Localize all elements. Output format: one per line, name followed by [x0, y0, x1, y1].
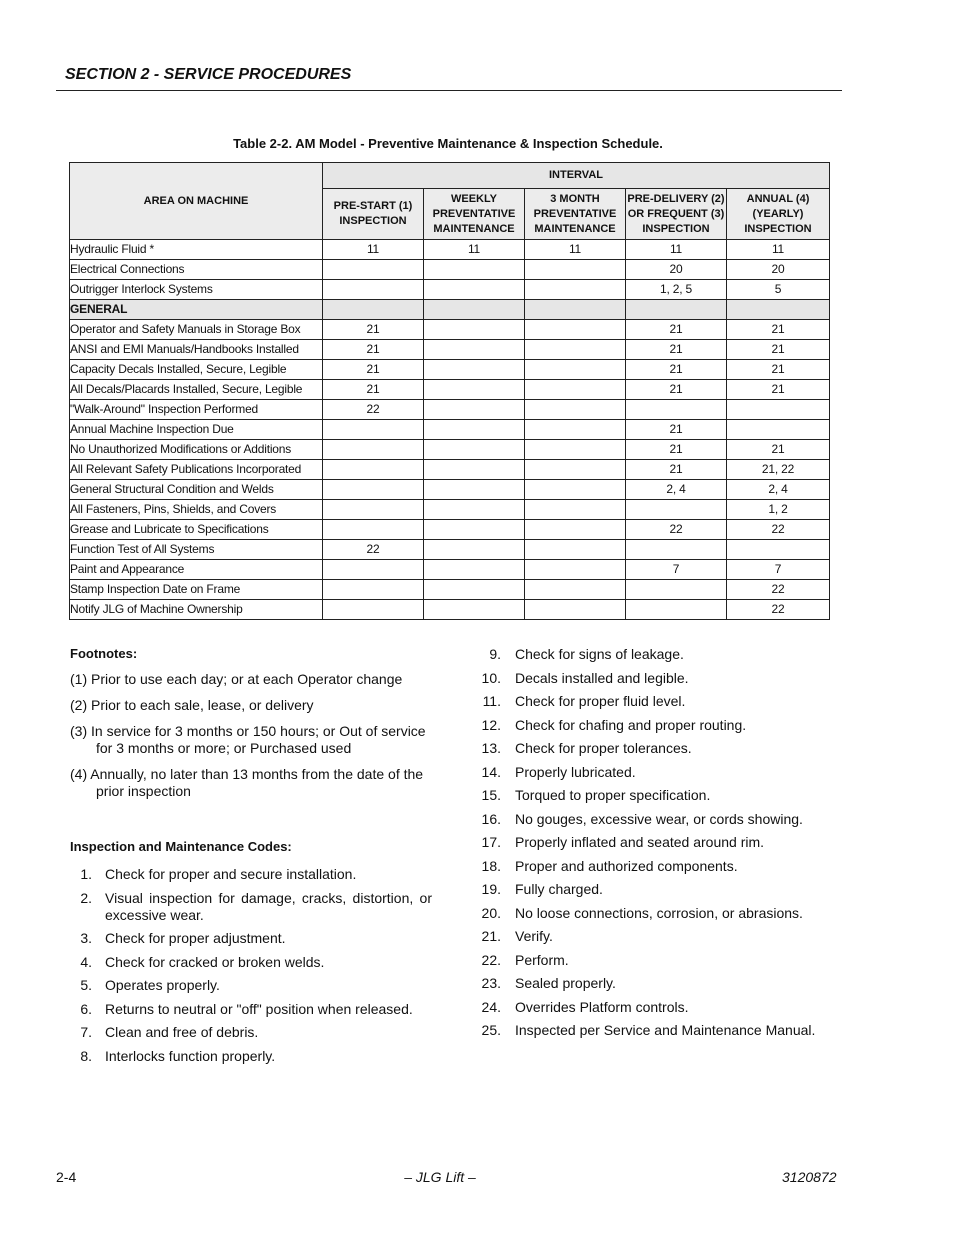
- code-text: Properly lubricated.: [515, 763, 636, 780]
- code-cell: [424, 560, 525, 580]
- code-text: Operates properly.: [105, 977, 220, 993]
- code-number: 15.: [481, 787, 501, 803]
- code-item: [476, 858, 856, 875]
- table-row: [70, 360, 830, 380]
- table-caption: Table 2-2. AM Model - Preventive Maintenance & Inspection Schedule.: [233, 136, 663, 151]
- code-number: 22.: [481, 951, 501, 968]
- footnotes: [70, 646, 440, 809]
- area-cell: All Decals/Placards Installed, Secure, Legible: [70, 380, 323, 400]
- code-item: [476, 787, 856, 804]
- code-cell: [525, 520, 626, 540]
- code-text: Check for proper and secure installation.: [105, 866, 357, 882]
- table-row: [70, 540, 830, 560]
- code-cell: 21: [626, 440, 727, 460]
- area-cell: General Structural Condition and Welds: [70, 480, 323, 500]
- table-row: [70, 520, 830, 540]
- column-header-line: 3 MONTH: [550, 192, 600, 205]
- code-cell: 20: [626, 260, 727, 280]
- footnotes-title: Footnotes:: [70, 646, 138, 661]
- code-text: No gouges, excessive wear, or cords showing.: [515, 810, 803, 827]
- area-cell: "Walk-Around" Inspection Performed: [70, 400, 323, 420]
- code-cell: [525, 500, 626, 520]
- code-number: 5.: [80, 977, 92, 993]
- code-text: Check for proper adjustment.: [105, 930, 286, 946]
- code-cell: 11: [525, 240, 626, 260]
- code-cell: 21, 22: [727, 460, 830, 480]
- footnote-item: (3) In service for 3 months or 150 hours; or Out of service for 3 months or more; or Purchased used: [70, 723, 426, 756]
- area-cell: Notify JLG of Machine Ownership: [70, 600, 323, 620]
- code-cell: [424, 360, 525, 380]
- code-number: 20.: [481, 904, 501, 921]
- table-row: [70, 460, 830, 480]
- code-cell: 21: [626, 380, 727, 400]
- interval-column-header: [424, 189, 525, 240]
- table-row: [70, 400, 830, 420]
- code-item: [476, 811, 856, 828]
- code-number: 4.: [80, 953, 92, 970]
- area-cell: Annual Machine Inspection Due: [70, 420, 323, 440]
- code-number: 16.: [481, 810, 501, 827]
- code-cell: [525, 560, 626, 580]
- code-number: 2.: [80, 889, 92, 906]
- table-section-row: [70, 300, 830, 320]
- interval-column-header: [323, 189, 424, 240]
- code-item: [70, 866, 432, 883]
- code-cell: [424, 580, 525, 600]
- code-cell: [424, 540, 525, 560]
- code-cell: 11: [323, 240, 424, 260]
- code-text: Fully charged.: [515, 881, 603, 897]
- column-header-line: (YEARLY): [752, 207, 804, 220]
- code-text: Inspected per Service and Maintenance Manual.: [515, 1022, 816, 1038]
- code-cell: [323, 260, 424, 280]
- codes-title: Inspection and Maintenance Codes:: [70, 839, 292, 854]
- code-cell: 22: [323, 540, 424, 560]
- code-cell: [424, 260, 525, 280]
- code-number: 23.: [481, 975, 501, 991]
- code-cell: [424, 340, 525, 360]
- code-cell: [424, 500, 525, 520]
- area-cell: Operator and Safety Manuals in Storage Box: [70, 320, 323, 340]
- code-cell: 2, 4: [727, 480, 830, 500]
- code-cell: [323, 520, 424, 540]
- code-item: [476, 693, 856, 710]
- table-row: [70, 280, 830, 300]
- code-number: 18.: [481, 857, 501, 874]
- code-text: Verify.: [515, 928, 553, 944]
- area-cell: Grease and Lubricate to Specifications: [70, 520, 323, 540]
- code-cell: 11: [424, 240, 525, 260]
- area-cell: Capacity Decals Installed, Secure, Legible: [70, 360, 323, 380]
- interval-column-header: [626, 189, 727, 240]
- code-number: 3.: [80, 930, 92, 946]
- code-cell: 21: [727, 360, 830, 380]
- code-cell: [424, 320, 525, 340]
- code-cell: [323, 480, 424, 500]
- code-cell: 21: [323, 380, 424, 400]
- table-row: [70, 480, 830, 500]
- code-cell: [424, 420, 525, 440]
- header-divider: [56, 90, 842, 91]
- code-text: Check for proper tolerances.: [515, 740, 692, 756]
- area-column-header: AREA ON MACHINE: [70, 163, 323, 240]
- table-row: [70, 600, 830, 620]
- codes-list-left: [70, 866, 432, 1071]
- code-cell: [424, 380, 525, 400]
- code-text: Torqued to proper specification.: [515, 787, 711, 803]
- code-cell: 21: [626, 420, 727, 440]
- code-cell: 20: [727, 260, 830, 280]
- code-number: 12.: [481, 716, 501, 733]
- code-cell: [323, 300, 424, 320]
- code-cell: [525, 480, 626, 500]
- code-number: 1.: [80, 866, 92, 882]
- code-cell: [626, 300, 727, 320]
- code-item: [476, 952, 856, 969]
- code-cell: [323, 440, 424, 460]
- code-text: Sealed properly.: [515, 975, 616, 991]
- code-item: [476, 717, 856, 734]
- area-cell: All Fasteners, Pins, Shields, and Covers: [70, 500, 323, 520]
- code-number: 21.: [481, 928, 501, 944]
- code-text: Perform.: [515, 951, 569, 968]
- code-cell: 21: [323, 360, 424, 380]
- code-cell: 21: [727, 380, 830, 400]
- code-item: [476, 975, 856, 992]
- code-cell: 7: [727, 560, 830, 580]
- column-header-line: OR FREQUENT (3): [627, 207, 725, 220]
- code-cell: [424, 280, 525, 300]
- column-header-line: PREVENTATIVE: [533, 207, 617, 220]
- code-cell: [525, 340, 626, 360]
- column-header-line: INSPECTION: [642, 222, 710, 235]
- code-text: Proper and authorized components.: [515, 857, 738, 874]
- code-cell: [525, 320, 626, 340]
- code-cell: 21: [727, 320, 830, 340]
- code-text: No loose connections, corrosion, or abrasions.: [515, 904, 803, 921]
- column-header-line: MAINTENANCE: [534, 222, 616, 235]
- code-cell: 2, 4: [626, 480, 727, 500]
- column-header-line: PRE-DELIVERY (2): [627, 192, 725, 205]
- interval-column-header: [727, 189, 830, 240]
- column-header-line: INSPECTION: [339, 215, 407, 227]
- code-number: 10.: [481, 669, 501, 686]
- code-number: 24.: [481, 998, 501, 1015]
- code-cell: [323, 500, 424, 520]
- code-cell: [424, 300, 525, 320]
- code-cell: [525, 540, 626, 560]
- code-cell: [525, 420, 626, 440]
- code-item: [476, 670, 856, 687]
- code-item: [476, 646, 856, 663]
- code-number: 8.: [80, 1047, 92, 1064]
- code-item: [476, 905, 856, 922]
- code-cell: [525, 600, 626, 620]
- code-cell: [424, 400, 525, 420]
- code-item: [70, 977, 432, 994]
- code-number: 7.: [80, 1024, 92, 1040]
- code-text: Decals installed and legible.: [515, 669, 689, 686]
- code-text: Check for cracked or broken welds.: [105, 953, 325, 970]
- code-number: 17.: [481, 834, 501, 850]
- code-cell: [424, 440, 525, 460]
- code-cell: [525, 280, 626, 300]
- code-cell: 1, 2, 5: [626, 280, 727, 300]
- footnote-item: (1) Prior to use each day; or at each Operator change: [70, 671, 403, 687]
- code-cell: 7: [626, 560, 727, 580]
- code-item: [70, 954, 432, 971]
- table-row: [70, 500, 830, 520]
- code-item: [476, 928, 856, 945]
- table-row: [70, 440, 830, 460]
- code-text: Properly inflated and seated around rim.: [515, 834, 765, 850]
- code-cell: 22: [727, 600, 830, 620]
- code-cell: [626, 600, 727, 620]
- code-number: 14.: [481, 763, 501, 780]
- code-cell: [525, 400, 626, 420]
- code-text: Visual inspection for damage, cracks, distortion, or excessive wear.: [105, 889, 432, 923]
- column-header-line: WEEKLY: [450, 192, 498, 205]
- code-cell: 11: [626, 240, 727, 260]
- code-cell: [626, 540, 727, 560]
- code-cell: 21: [727, 440, 830, 460]
- code-item: [476, 834, 856, 851]
- maintenance-schedule-table: [69, 162, 830, 620]
- code-item: [70, 1001, 432, 1018]
- table-row: [70, 240, 830, 260]
- area-cell: Electrical Connections: [70, 260, 323, 280]
- code-cell: [727, 420, 830, 440]
- code-cell: [323, 460, 424, 480]
- area-cell: Outrigger Interlock Systems: [70, 280, 323, 300]
- area-cell: Paint and Appearance: [70, 560, 323, 580]
- column-header-line: PREVENTATIVE: [432, 207, 516, 220]
- column-header-line: ANNUAL (4): [746, 192, 810, 205]
- code-item: [476, 999, 856, 1016]
- code-cell: [323, 580, 424, 600]
- code-cell: [323, 420, 424, 440]
- code-cell: [626, 400, 727, 420]
- code-number: 25.: [481, 1022, 501, 1038]
- code-cell: 22: [626, 520, 727, 540]
- code-cell: [525, 580, 626, 600]
- table-row: [70, 580, 830, 600]
- interval-column-header: [525, 189, 626, 240]
- code-number: 11.: [482, 693, 501, 709]
- code-item: [476, 1022, 856, 1039]
- code-cell: [626, 500, 727, 520]
- code-cell: 21: [727, 340, 830, 360]
- code-cell: 21: [323, 320, 424, 340]
- code-number: 13.: [481, 740, 501, 756]
- code-cell: [424, 600, 525, 620]
- area-cell: Function Test of All Systems: [70, 540, 323, 560]
- code-cell: [424, 460, 525, 480]
- code-cell: 11: [727, 240, 830, 260]
- area-cell: Hydraulic Fluid *: [70, 240, 323, 260]
- code-cell: 22: [323, 400, 424, 420]
- code-cell: 22: [727, 580, 830, 600]
- table-row: [70, 340, 830, 360]
- code-cell: [323, 560, 424, 580]
- code-cell: [525, 300, 626, 320]
- area-cell: Stamp Inspection Date on Frame: [70, 580, 323, 600]
- document-number: 3120872: [782, 1169, 837, 1185]
- code-cell: 21: [626, 320, 727, 340]
- code-cell: [525, 260, 626, 280]
- code-item: [70, 1024, 432, 1041]
- code-cell: [727, 400, 830, 420]
- code-cell: 21: [323, 340, 424, 360]
- code-cell: [323, 600, 424, 620]
- code-cell: 1, 2: [727, 500, 830, 520]
- code-cell: 22: [727, 520, 830, 540]
- area-cell: GENERAL: [70, 300, 323, 320]
- code-cell: 21: [626, 460, 727, 480]
- code-item: [70, 1048, 432, 1065]
- code-cell: 5: [727, 280, 830, 300]
- code-item: [70, 890, 432, 924]
- code-item: [476, 764, 856, 781]
- code-cell: [626, 580, 727, 600]
- code-text: Check for proper fluid level.: [515, 693, 686, 709]
- code-cell: [525, 460, 626, 480]
- footnote-item: (4) Annually, no later than 13 months from the date of the prior inspection: [70, 766, 424, 799]
- code-item: [476, 881, 856, 898]
- table-row: [70, 560, 830, 580]
- codes-list-right: [476, 646, 856, 1046]
- code-cell: 21: [626, 340, 727, 360]
- area-cell: All Relevant Safety Publications Incorporated: [70, 460, 323, 480]
- code-number: 19.: [481, 881, 501, 897]
- code-text: Clean and free of debris.: [105, 1024, 259, 1040]
- code-text: Check for signs of leakage.: [515, 646, 684, 662]
- interval-header: INTERVAL: [323, 163, 830, 189]
- code-cell: [424, 480, 525, 500]
- code-cell: [525, 440, 626, 460]
- column-header-line: MAINTENANCE: [433, 222, 515, 235]
- code-cell: [525, 360, 626, 380]
- section-title: SECTION 2 - SERVICE PROCEDURES: [65, 66, 352, 83]
- code-number: 9.: [489, 646, 501, 662]
- page-number: 2-4: [56, 1169, 77, 1185]
- area-cell: No Unauthorized Modifications or Additions: [70, 440, 323, 460]
- table-row: [70, 260, 830, 280]
- table-row: [70, 380, 830, 400]
- code-cell: [727, 540, 830, 560]
- code-item: [70, 930, 432, 947]
- area-cell: ANSI and EMI Manuals/Handbooks Installed: [70, 340, 323, 360]
- footer-brand: – JLG Lift –: [404, 1169, 476, 1185]
- code-text: Returns to neutral or "off" position when released.: [105, 1000, 413, 1017]
- code-number: 6.: [80, 1000, 92, 1017]
- code-cell: [323, 280, 424, 300]
- code-cell: [424, 520, 525, 540]
- table-row: [70, 420, 830, 440]
- code-text: Interlocks function properly.: [105, 1047, 276, 1064]
- code-cell: [525, 380, 626, 400]
- column-header-line: PRE-START (1): [333, 200, 413, 212]
- code-text: Overrides Platform controls.: [515, 998, 689, 1015]
- code-item: [476, 740, 856, 757]
- code-cell: [727, 300, 830, 320]
- column-header-line: INSPECTION: [744, 222, 812, 235]
- table-row: [70, 320, 830, 340]
- code-text: Check for chafing and proper routing.: [515, 716, 747, 733]
- footnote-item: (2) Prior to each sale, lease, or delivery: [70, 697, 314, 713]
- code-cell: 21: [626, 360, 727, 380]
